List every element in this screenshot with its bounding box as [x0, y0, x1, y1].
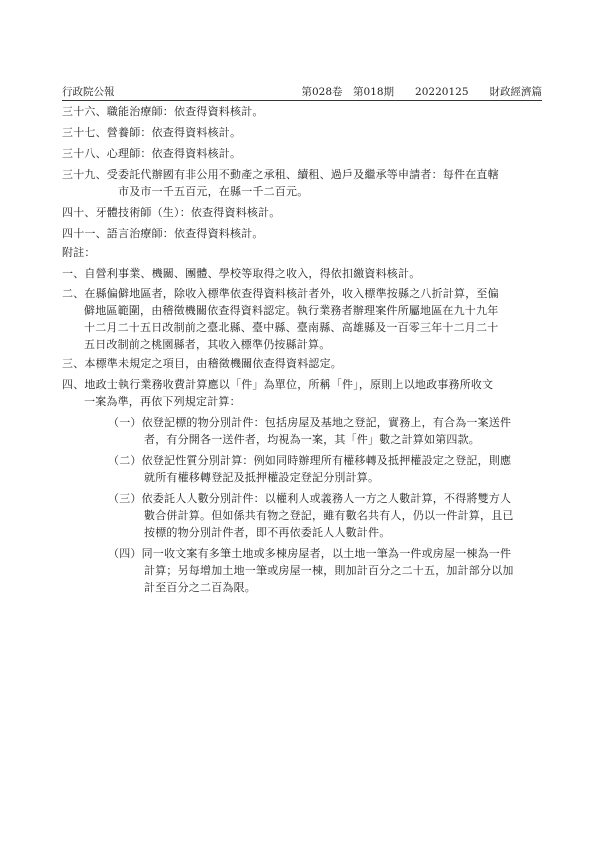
- page-header: [62, 84, 542, 101]
- subnote-1-line1: （一）依登記標的物分別計件：包括房屋及基地之登記，實務上，有合為一案送件: [108, 416, 512, 429]
- note-4-line2: 一案為準，再依下列規定計算：: [84, 395, 241, 408]
- item-38: 三十八、心理師：依查得資料核計。: [62, 147, 242, 160]
- item-39-line1: 三十九、受委託代辦國有非公用不動產之承租、續租、過戶及繼承等申請者：每件在直轄: [62, 168, 499, 181]
- item-36: 三十六、職能治療師：依查得資料核計。: [62, 105, 264, 118]
- note-1: 一、自營利事業、機關、團體、學校等取得之收入，得依扣繳資料核計。: [62, 267, 421, 280]
- note-2-line1: 二、在縣偏僻地區者，除收入標準依查得資料核計者外，收入標準按縣之八折計算，至偏: [62, 287, 499, 300]
- subnote-3-line2: 數合併計算。但如係共有物之登記，雖有數名共有人，仍以一件計算，且已: [144, 509, 514, 522]
- subnote-1-line2: 者，有分開各一送件者，均視為一案，其「件」數之計算如第四款。: [144, 433, 480, 446]
- subnote-2-line2: 就所有權移轉登記及抵押權設定登記分別計算。: [144, 471, 380, 484]
- item-41: 四十一、語言治療師：依查得資料核計。: [62, 227, 264, 240]
- note-2-line3: 十二月二十五日改制前之臺北縣、臺中縣、臺南縣、高雄縣及一百零三年十二月二十: [84, 321, 499, 334]
- item-37: 三十七、營養師：依查得資料核計。: [62, 126, 242, 139]
- note-3: 三、本標準未規定之項目，由稽徵機關依查得資料認定。: [62, 357, 342, 370]
- subnote-3-line3: 按標的物分別計件者，即不再依委託人人數計件。: [144, 526, 391, 539]
- note-4-line1: 四、地政士執行業務收費計算應以「件」為單位，所稱「件」，原則上以地政事務所收文: [62, 378, 494, 391]
- subnote-4-line2: 計算；另每增加土地一筆或房屋一棟，則加計百分之二十五，加計部分以加: [144, 564, 514, 577]
- item-40: 四十、牙體技術師（生）：依查得資料核計。: [62, 206, 281, 219]
- item-39-line2: 市及市一千五百元，在縣一千二百元。: [118, 185, 309, 198]
- subnote-3-line1: （三）依委託人人數分別計件：以權利人或義務人一方之人數計算，不得將雙方人: [108, 492, 512, 505]
- subnote-4-line3: 計至百分之二百為限。: [144, 581, 256, 594]
- subnote-4-line1: （四）同一收文案有多筆土地或多棟房屋者，以土地一筆為一件或房屋一棟為一件: [108, 547, 512, 560]
- note-2-line2: 僻地區範圍，由稽徵機關依查得資料認定。執行業務者辦理案件所屬地區在九十九年: [84, 304, 499, 317]
- notes-heading: 附註：: [62, 246, 96, 259]
- issue-info: 第028卷 第018期 20220125 財政經濟篇: [301, 86, 542, 98]
- gazette-title: 行政院公報: [62, 86, 115, 98]
- subnote-2-line1: （二）依登記性質分別計算：例如同時辦理所有權移轉及抵押權設定之登記，則應: [108, 454, 512, 467]
- note-2-line4: 五日改制前之桃園縣者，其收入標準仍按縣計算。: [84, 338, 331, 351]
